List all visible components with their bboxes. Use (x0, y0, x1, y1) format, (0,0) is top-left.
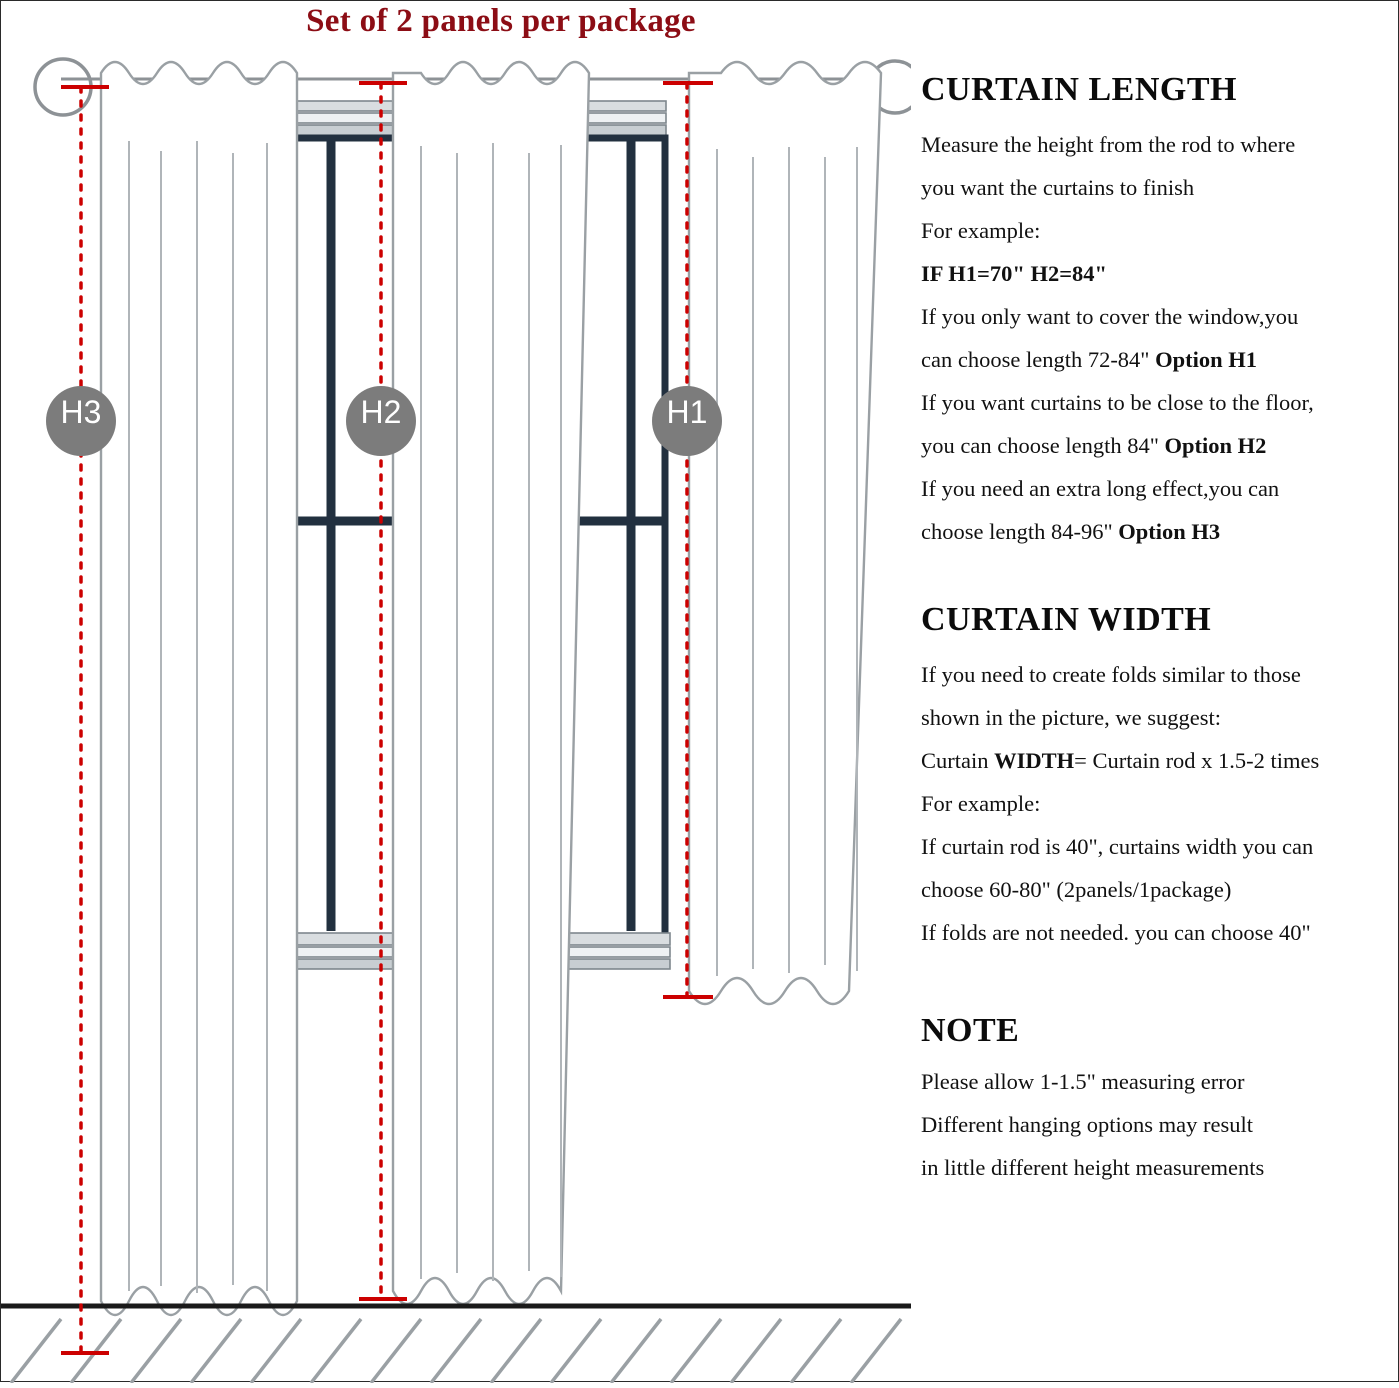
curtain-length-body (921, 123, 1391, 553)
floor (1, 1306, 911, 1383)
instruction-line: shown in the picture, we suggest: (921, 705, 1221, 730)
instruction-line: If you need an extra long effect,you can (921, 476, 1280, 501)
label-h1: H1 (666, 394, 708, 430)
instruction-line: If you want curtains to be close to the floor, (921, 390, 1314, 415)
instruction-line: can choose length 72-84" Option H1 (921, 347, 1258, 372)
curtain-width-heading: CURTAIN WIDTH (921, 601, 1212, 638)
instructions-column (921, 71, 1391, 1381)
instruction-line: Different hanging options may result (921, 1112, 1254, 1137)
instruction-line: IF H1=70" H2=84" (921, 261, 1108, 286)
page-title: Set of 2 panels per package (306, 3, 696, 39)
instruction-line: If you only want to cover the window,you (921, 304, 1299, 329)
section-curtain-width (921, 601, 1391, 954)
instruction-line: Curtain WIDTH= Curtain rod x 1.5-2 times (921, 748, 1320, 773)
curtain-length-heading: CURTAIN LENGTH (921, 71, 1237, 108)
diagram-svg (1, 1, 911, 1383)
instruction-line: choose length 84-96" Option H3 (921, 519, 1221, 544)
instruction-line: If folds are not needed. you can choose 40" (921, 920, 1311, 945)
label-h2: H2 (360, 394, 402, 430)
instruction-line: If curtain rod is 40", curtains width you can (921, 834, 1314, 859)
instruction-line: If you need to create folds similar to those (921, 662, 1301, 687)
note-heading: NOTE (921, 1012, 1020, 1049)
curtain-width-body (921, 653, 1391, 954)
instruction-line: Measure the height from the rod to where (921, 132, 1296, 157)
instruction-line: in little different height measurements (921, 1155, 1265, 1180)
section-curtain-length (921, 71, 1391, 553)
instruction-line: choose 60-80" (2panels/1package) (921, 877, 1232, 902)
instruction-line: For example: (921, 791, 1041, 816)
instruction-line: you can choose length 84" Option H2 (921, 433, 1267, 458)
curtain-diagram (1, 1, 911, 1383)
label-h3: H3 (60, 394, 102, 430)
curtain-panel-middle (393, 62, 589, 1304)
instruction-line: For example: (921, 218, 1041, 243)
note-body (921, 1060, 1391, 1189)
section-note (921, 1012, 1391, 1189)
instruction-line: you want the curtains to finish (921, 175, 1195, 200)
instruction-line: Please allow 1-1.5" measuring error (921, 1069, 1245, 1094)
